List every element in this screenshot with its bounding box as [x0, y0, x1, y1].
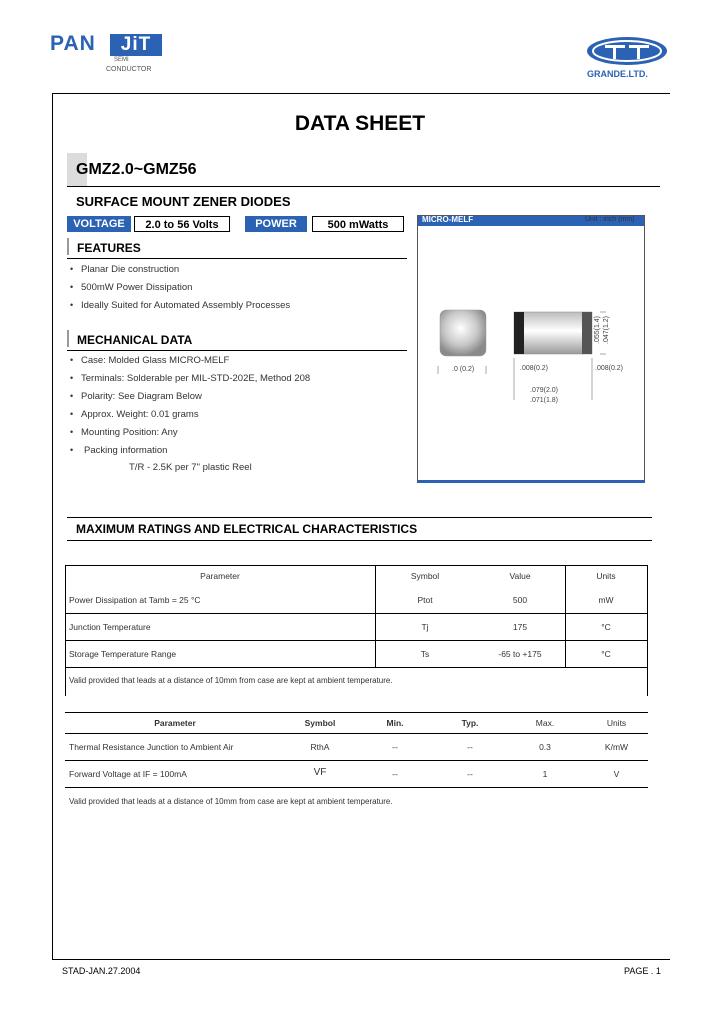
unit-label: Unit : inch (mm) — [585, 216, 635, 223]
bullet-dot: • — [70, 355, 74, 365]
table-cell: 175 — [512, 622, 528, 632]
table-cell: Thermal Resistance Junction to Ambient Air — [69, 742, 234, 752]
table-cell: -- — [467, 742, 473, 752]
table-header-cell: Parameter — [200, 571, 240, 581]
table-cell: Tj — [421, 622, 429, 632]
table-cell: RthA — [310, 742, 330, 752]
table-cell: 1 — [542, 769, 548, 779]
bullet-dot: • — [70, 282, 74, 292]
bullet-dot: • — [70, 445, 74, 455]
table-header-cell: Max. — [535, 718, 555, 728]
dim-label: .008(0.2) — [595, 365, 624, 372]
mechanical-divider — [67, 350, 407, 351]
table-cell: VF — [313, 767, 327, 778]
mechanical-item: Mounting Position: Any — [81, 427, 178, 438]
table-cell: K/mW — [604, 742, 629, 752]
mechanical-item: Case: Molded Glass MICRO-MELF — [81, 355, 230, 366]
thermal-table — [65, 712, 648, 792]
table-cell: 500 — [512, 595, 528, 605]
mechanical-item: Packing information — [84, 445, 168, 456]
bullet-dot: • — [70, 264, 74, 274]
table-header-cell: Min. — [386, 718, 404, 728]
part-number-divider — [67, 186, 660, 187]
ratings-table — [65, 565, 648, 696]
table-cell: -- — [392, 769, 398, 779]
table-cell: mW — [598, 595, 614, 605]
features-accent — [67, 238, 69, 255]
dim-label: .008(0.2) — [520, 365, 549, 372]
voltage-value-badge: 2.0 to 56 Volts — [134, 216, 230, 232]
brand-pan: PAN — [50, 32, 96, 55]
table-cell: Power Dissipation at Tamb = 25 °C — [69, 595, 201, 605]
feature-item: Ideally Suited for Automated Assembly Processes — [81, 300, 291, 311]
table-cell: -- — [392, 742, 398, 752]
table-header-cell: Units — [606, 718, 627, 728]
table-header-cell: Typ. — [461, 718, 479, 728]
panjit-logo — [50, 32, 165, 76]
table-rule — [65, 565, 648, 566]
table-cell: °C — [601, 622, 611, 632]
dim-label: .055(1.4) — [594, 315, 601, 344]
table-rule — [65, 787, 648, 788]
table-cell: Junction Temperature — [69, 622, 151, 632]
mechanical-title: MECHANICAL DATA — [77, 333, 193, 347]
dim-label: .047(1.2) — [603, 315, 610, 344]
table-vrule — [65, 565, 66, 696]
features-divider — [67, 258, 407, 259]
table-rule — [65, 640, 648, 641]
table-header-cell: Parameter — [154, 718, 196, 728]
ratings-title: MAXIMUM RATINGS AND ELECTRICAL CHARACTERISTICS — [76, 522, 418, 536]
mechanical-item: Polarity: See Diagram Below — [81, 391, 202, 402]
table-header-cell: Value — [509, 571, 531, 581]
table-rule — [65, 613, 648, 614]
bullet-dot: • — [70, 300, 74, 310]
frame-bottom-border — [52, 959, 670, 960]
table-cell: Ptot — [417, 595, 433, 605]
brand-grande: GRANDE.LTD. — [587, 69, 648, 79]
table-cell: V — [613, 769, 620, 779]
table-cell: -- — [467, 769, 473, 779]
bullet-dot: • — [70, 391, 74, 401]
table-note: Valid provided that leads at a distance of 10mm from case are kept at ambient temperature. — [69, 797, 393, 806]
table-note: Valid provided that leads at a distance of 10mm from case are kept at ambient temperature. — [69, 676, 393, 685]
dim-label: .079(2.0) — [530, 387, 559, 394]
package-name: MICRO-MELF — [422, 215, 474, 224]
brand-conductor: CONDUCTOR — [106, 66, 152, 73]
features-title: FEATURES — [77, 241, 141, 255]
table-rule — [65, 667, 648, 668]
brand-jit: JiT — [110, 34, 162, 56]
table-rule — [65, 760, 648, 761]
bullet-dot: • — [70, 373, 74, 383]
power-value-badge: 500 mWatts — [312, 216, 404, 232]
grande-logo — [582, 35, 672, 81]
page-title: DATA SHEET — [294, 112, 426, 135]
table-header-cell: Units — [596, 571, 616, 581]
table-header-cell: Symbol — [410, 571, 440, 581]
table-rule — [65, 712, 648, 713]
mechanical-item: Approx. Weight: 0.01 grams — [81, 409, 199, 420]
mechanical-accent — [67, 330, 69, 347]
feature-item: 500mW Power Dissipation — [81, 282, 193, 293]
bullet-dot: • — [70, 409, 74, 419]
table-vrule — [647, 565, 648, 696]
table-header-cell: Symbol — [304, 718, 336, 728]
table-cell: -65 to +175 — [498, 649, 542, 659]
table-cell: Storage Temperature Range — [69, 649, 177, 659]
table-cell: 0.3 — [539, 742, 551, 752]
power-label-badge: POWER — [245, 216, 307, 232]
table-rule — [65, 733, 648, 734]
table-cell: Ts — [420, 649, 430, 659]
frame-top-border — [52, 93, 670, 94]
feature-item: Planar Die construction — [81, 264, 180, 275]
table-cell: Forward Voltage at IF = 100mA — [69, 769, 187, 779]
brand-semi: SEMI — [114, 57, 129, 63]
packing-detail: T/R - 2.5K per 7" plastic Reel — [129, 462, 252, 473]
footer-page-number: PAGE . 1 — [624, 966, 661, 976]
bullet-dot: • — [70, 427, 74, 437]
package-diagram-footer-bar — [418, 480, 644, 483]
table-cell: °C — [601, 649, 611, 659]
frame-left-border — [52, 93, 53, 959]
part-number: GMZ2.0~GMZ56 — [76, 161, 197, 178]
ratings-bottom-rule — [67, 540, 652, 541]
product-subtitle: SURFACE MOUNT ZENER DIODES — [76, 194, 291, 209]
grande-emblem-icon — [585, 35, 669, 67]
dim-label: .071(1.8) — [530, 397, 559, 404]
dim-label: .0 (0.2) — [452, 366, 475, 373]
mechanical-item: Terminals: Solderable per MIL-STD-202E, Method 208 — [81, 373, 311, 384]
voltage-label-badge: VOLTAGE — [67, 216, 131, 232]
footer-doc-id: STAD-JAN.27.2004 — [62, 966, 141, 976]
ratings-top-rule — [67, 517, 652, 518]
